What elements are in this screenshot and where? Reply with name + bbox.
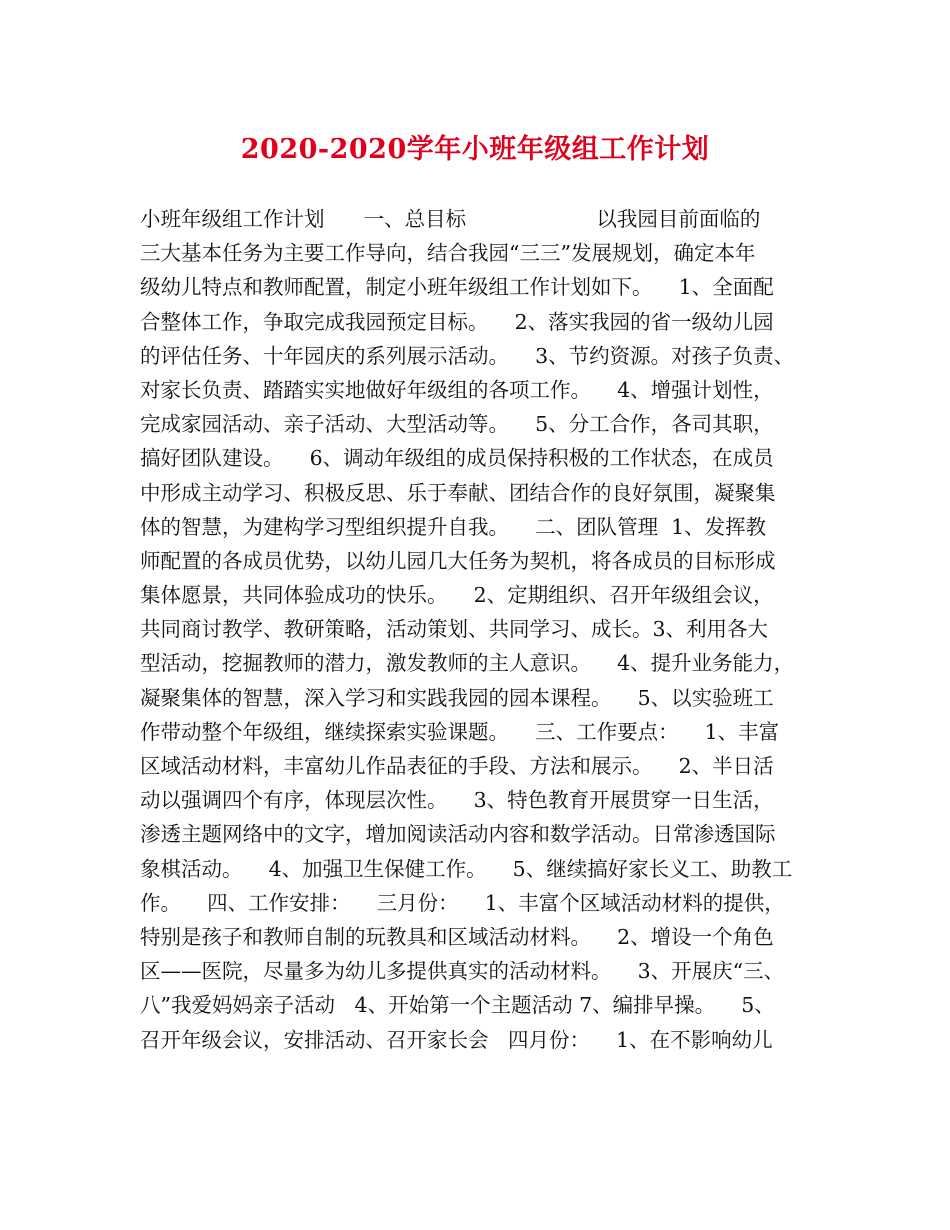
text-line: 作带动整个年级组，继续探索实验课题。 三、工作要点： 1、丰富 <box>140 719 780 744</box>
text-line: 象棋活动。 4、加强卫生保健工作。 5、继续搞好家长义工、助教工 <box>140 856 793 881</box>
text-line: 合整体工作，争取完成我园预定目标。 2、落实我园的省一级幼儿园 <box>140 309 774 334</box>
body-text <box>140 202 830 1057</box>
text-line: 级幼儿特点和教师配置，制定小班年级组工作计划如下。 1、全面配 <box>140 275 774 300</box>
text-line: 搞好团队建设。 6、调动年级组的成员保持积极的工作状态，在成员 <box>140 446 774 471</box>
text-line: 渗透主题网络中的文字，增加阅读活动内容和数学活动。日常渗透国际 <box>140 822 776 847</box>
text-line: 特别是孩子和教师自制的玩教具和区域活动材料。 2、增设一个角色 <box>140 924 774 949</box>
text-line: 八”我爱妈妈亲子活动 4、开始第一个主题活动 7、编排早操。 5、 <box>140 993 775 1018</box>
text-line: 小班年级组工作计划 一、总目标 以我园目前面临的 <box>140 207 761 231</box>
text-line: 的评估任务、十年园庆的系列展示活动。 3、节约资源。对孩子负责、 <box>140 343 795 368</box>
page-title: 2020-2020学年小班年级组工作计划 <box>240 134 710 165</box>
text-line: 完成家园活动、亲子活动、大型活动等。 5、分工合作，各司其职， <box>140 412 774 437</box>
text-line: 共同商讨教学、教研策略，活动策划、共同学习、成长。3、利用各大 <box>140 617 769 642</box>
text-line: 凝聚集体的智慧，深入学习和实践我园的园本课程。 5、以实验班工 <box>140 685 774 710</box>
text-line: 中形成主动学习、积极反思、乐于奉献、团结合作的良好氛围，凝聚集 <box>140 480 776 505</box>
text-line: 区域活动材料，丰富幼儿作品表征的手段、方法和展示。 2、半日活 <box>140 754 774 778</box>
text-line: 动以强调四个有序，体现层次性。 3、特色教育开展贯穿一日生活， <box>140 788 774 813</box>
text-line: 集体愿景，共同体验成功的快乐。 2、定期组织、召开年级组会议， <box>140 583 774 608</box>
text-line: 型活动，挖掘教师的潜力，激发教师的主人意识。 4、提升业务能力， <box>140 651 795 676</box>
text-line: 召开年级会议，安排活动、召开家长会 四月份： 1、在不影响幼儿 <box>140 1027 773 1052</box>
text-line: 对家长负责、踏踏实实地做好年级组的各项工作。 4、增强计划性， <box>140 377 774 402</box>
text-line: 作。 四、工作安排： 三月份： 1、丰富个区域活动材料的提供， <box>140 890 785 915</box>
text-line: 三大基本任务为主要工作导向，结合我园“三三”发展规划，确定本年 <box>140 241 756 266</box>
text-line: 区——医院，尽量多为幼儿多提供真实的活动材料。 3、开展庆“三、 <box>140 959 785 984</box>
text-line: 体的智慧，为建构学习型组织提升自我。 二、团队管理 1、发挥教 <box>140 514 767 539</box>
text-line: 师配置的各成员优势，以幼儿园几大任务为契机，将各成员的目标形成 <box>140 548 776 573</box>
